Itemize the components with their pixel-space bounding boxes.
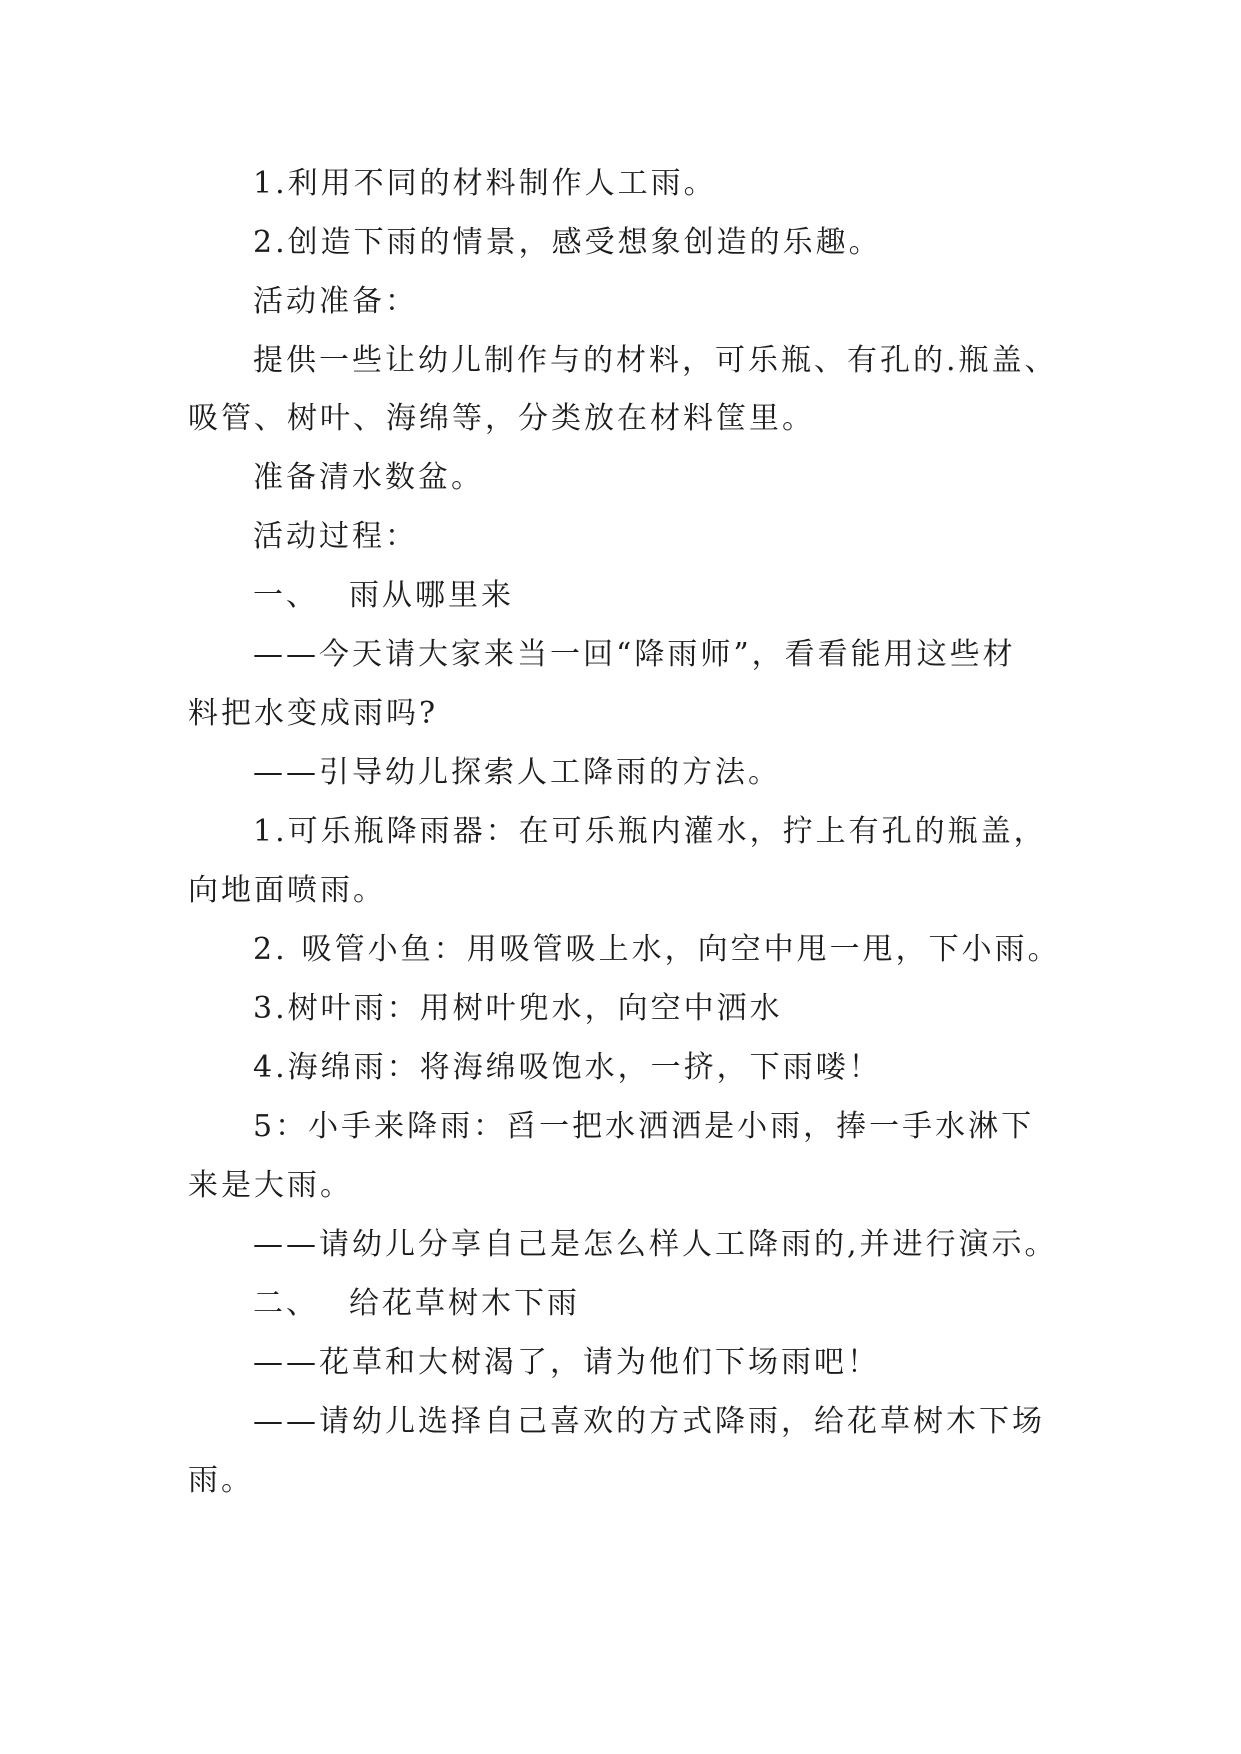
method-2-text: 吸管小鱼：用吸管吸上水，向空中甩一甩，下小雨。 bbox=[301, 932, 1061, 967]
method-2-number: 2. bbox=[253, 932, 288, 967]
guide-exploration: ——引导幼儿探索人工降雨的方法。 bbox=[253, 755, 781, 790]
section-one-title: 雨从哪里来 bbox=[349, 578, 514, 613]
section-one-number: 一、 bbox=[253, 578, 319, 613]
method-1-line-1: 1.可乐瓶降雨器：在可乐瓶内灌水，拧上有孔的瓶盖， bbox=[253, 814, 1047, 849]
choose-method-line-2: 雨。 bbox=[188, 1463, 254, 1498]
method-2 bbox=[253, 930, 1061, 970]
section-two-heading bbox=[253, 1284, 580, 1324]
method-1-line-2: 向地面喷雨。 bbox=[188, 873, 386, 908]
method-4: 4.海绵雨：将海绵吸饱水，一挤，下雨喽！ bbox=[253, 1050, 882, 1085]
process-heading: 活动过程： bbox=[253, 519, 418, 554]
method-3: 3.树叶雨：用树叶兜水，向空中洒水 bbox=[253, 991, 783, 1026]
method-5-line-2: 来是大雨。 bbox=[188, 1168, 353, 1203]
preparation-water: 准备清水数盆。 bbox=[253, 460, 484, 495]
preparation-heading: 活动准备： bbox=[253, 284, 418, 319]
section-two-number: 二、 bbox=[253, 1286, 319, 1321]
preparation-materials-line-2: 吸管、树叶、海绵等，分类放在材料筐里。 bbox=[188, 401, 815, 436]
choose-method-line-1: ——请幼儿选择自己喜欢的方式降雨，给花草树木下场 bbox=[253, 1404, 1045, 1439]
plants-thirsty: ——花草和大树渴了，请为他们下场雨吧！ bbox=[253, 1345, 880, 1380]
objective-1: 1.利用不同的材料制作人工雨。 bbox=[253, 166, 717, 201]
section-one-heading bbox=[253, 576, 514, 616]
rain-maker-question-line-2: 料把水变成雨吗? bbox=[188, 696, 439, 731]
share-demonstrate: ——请幼儿分享自己是怎么样人工降雨的,并进行演示。 bbox=[253, 1227, 1058, 1262]
rain-maker-question-line-1: ——今天请大家来当一回“降雨师”，看看能用这些材 bbox=[253, 637, 1016, 672]
method-5-line-1: 5：小手来降雨：舀一把水洒洒是小雨，捧一手水淋下 bbox=[253, 1109, 1035, 1144]
section-two-title: 给花草树木下雨 bbox=[349, 1286, 580, 1321]
objective-2: 2.创造下雨的情景，感受想象创造的乐趣。 bbox=[253, 225, 882, 260]
preparation-materials-line-1: 提供一些让幼儿制作与的材料，可乐瓶、有孔的.瓶盖、 bbox=[253, 343, 1058, 378]
